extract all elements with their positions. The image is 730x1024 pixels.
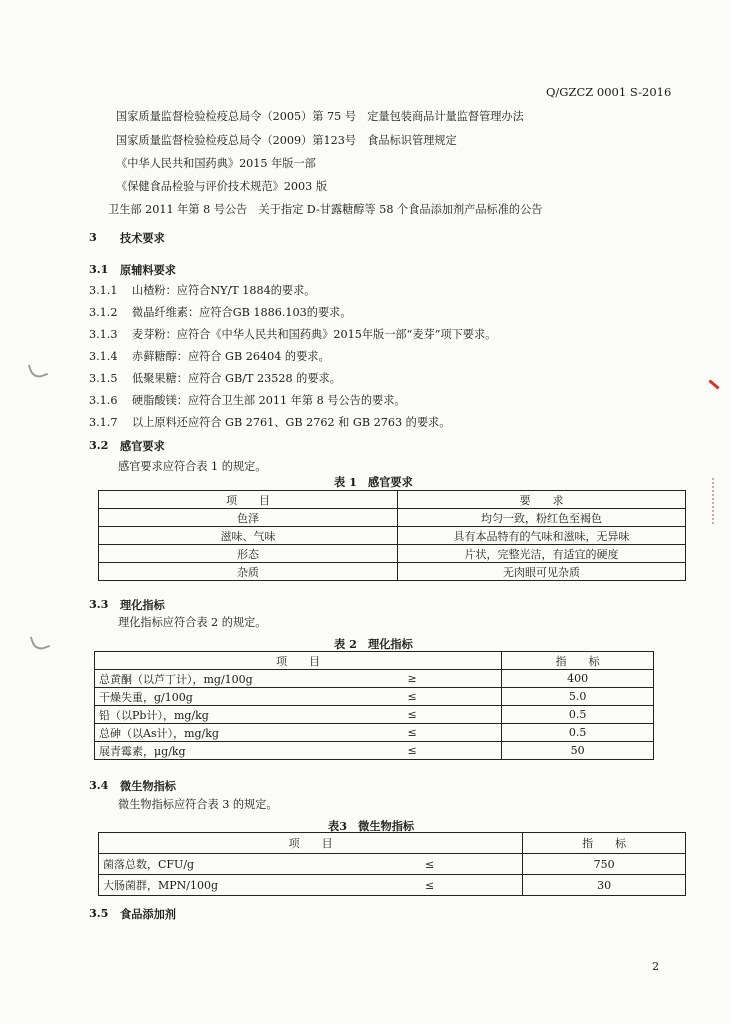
section-intro: 微生物指标应符合表 3 的规定。 [118,798,278,811]
red-ink-mark [708,379,719,389]
table-cell: 片状，完整光洁，有适宜的硬度 [398,545,686,563]
table-cell: 30 [523,875,686,896]
table-row [99,545,686,563]
table-cell: ≤ [323,742,502,760]
table-cell: 400 [502,670,654,688]
section-intro: 理化指标应符合表 2 的规定。 [118,616,267,629]
table-cell: 750 [523,854,686,875]
table-cell: ≤ [337,875,523,896]
section-number: 3.1 [89,262,109,276]
table-cell: 无肉眼可见杂质 [398,563,686,581]
reference-item: 《保健食品检验与评价技术规范》2003 版 [116,180,328,193]
table-row [95,724,654,742]
table-cell: ≥ [323,670,502,688]
table-cell: 大肠菌群，MPN/100g [99,875,338,896]
table-header-cell: 指 标 [523,833,686,854]
table-cell: 具有本品特有的气味和滋味，无异味 [398,527,686,545]
table-header-cell: 要 求 [398,491,686,509]
section-title: 感官要求 [120,439,165,453]
table-row [99,875,686,896]
clause-text: 硬脂酸镁：应符合卫生部 2011 年第 8 号公告的要求。 [132,394,406,407]
clause-number: 3.1.2 [89,306,118,319]
clause-number: 3.1.7 [89,416,118,429]
clause-number: 3.1.6 [89,394,118,407]
reference-item: 《中华人民共和国药典》2015 年版一部 [116,157,316,170]
table-cell: 50 [502,742,654,760]
clause-number: 3.1.3 [89,328,118,341]
section-number: 3.2 [89,438,109,452]
table-caption: 表3 微生物指标 [328,819,415,833]
table-row [99,563,686,581]
table-cell: 5.0 [502,688,654,706]
binder-hole-mark [28,360,49,381]
table-header-cell: 指 标 [502,652,654,670]
clause-number: 3.1.5 [89,372,118,385]
table-cell: 滋味、气味 [99,527,398,545]
table-cell: 展青霉素，μg/kg [95,742,324,760]
table-header-cell: 项 目 [99,491,398,509]
table-cell: ≤ [337,854,523,875]
doc-code: Q/GZCZ 0001 S-2016 [546,85,672,99]
table-row [95,742,654,760]
table-header-cell: 项 目 [99,833,523,854]
physchem-table [94,651,654,760]
table-cell: 0.5 [502,706,654,724]
table-cell: 干燥失重，g/100g [95,688,324,706]
reference-item: 卫生部 2011 年第 8 号公告 关于指定 D-甘露糖醇等 58 个食品添加剂产品标准的公告 [108,203,543,216]
table-cell: 形态 [99,545,398,563]
table-row [99,509,686,527]
section-title: 微生物指标 [120,779,176,793]
section-number: 3 [89,230,97,244]
table-header-row [95,652,654,670]
reference-item: 国家质量监督检验检疫总局令（2005）第 75 号 定量包装商品计量监督管理办法 [116,110,524,123]
table-cell: 铅（以Pb计），mg/kg [95,706,324,724]
table-cell: 总黄酮（以芦丁计），mg/100g [95,670,324,688]
clause-text: 麦芽粉：应符合《中华人民共和国药典》2015年版一部“麦芽”项下要求。 [132,328,497,341]
clause-text: 山楂粉：应符合NY/T 1884的要求。 [132,284,316,297]
section-title: 原辅料要求 [120,263,176,277]
table-caption: 表 2 理化指标 [334,637,413,651]
table-cell: 杂质 [99,563,398,581]
clause-number: 3.1.1 [89,284,118,297]
section-intro: 感官要求应符合表 1 的规定。 [118,460,267,473]
red-stamp-fragment [712,478,728,524]
section-number: 3.5 [89,906,109,920]
table-cell: 菌落总数，CFU/g [99,854,338,875]
table-row [99,527,686,545]
microbial-table [98,832,686,896]
table-cell: 0.5 [502,724,654,742]
table-cell: ≤ [323,688,502,706]
section-title: 理化指标 [120,598,165,612]
table-cell: 色泽 [99,509,398,527]
table-header-cell: 项 目 [95,652,502,670]
page-number: 2 [652,960,660,973]
section-number: 3.4 [89,778,109,792]
clause-text: 赤藓糖醇：应符合 GB 26404 的要求。 [132,350,330,363]
table-cell: 均匀一致，粉红色至褐色 [398,509,686,527]
table-cell: ≤ [323,706,502,724]
table-row [99,854,686,875]
sensory-table [98,490,686,581]
table-row [95,688,654,706]
binder-hole-mark [30,632,51,653]
table-cell: ≤ [323,724,502,742]
clause-text: 以上原料还应符合 GB 2761、GB 2762 和 GB 2763 的要求。 [132,416,451,429]
section-number: 3.3 [89,597,109,611]
section-title: 技术要求 [120,231,165,245]
table-header-row [99,833,686,854]
section-title: 食品添加剂 [120,907,176,921]
table-header-row [99,491,686,509]
reference-item: 国家质量监督检验检疫总局令（2009）第123号 食品标识管理规定 [116,134,457,147]
table-row [95,706,654,724]
clause-number: 3.1.4 [89,350,118,363]
table-row [95,670,654,688]
table-cell: 总砷（以As计），mg/kg [95,724,324,742]
clause-text: 低聚果糖：应符合 GB/T 23528 的要求。 [132,372,341,385]
clause-text: 微晶纤维素：应符合GB 1886.103的要求。 [132,306,352,319]
table-caption: 表 1 感官要求 [334,475,413,489]
